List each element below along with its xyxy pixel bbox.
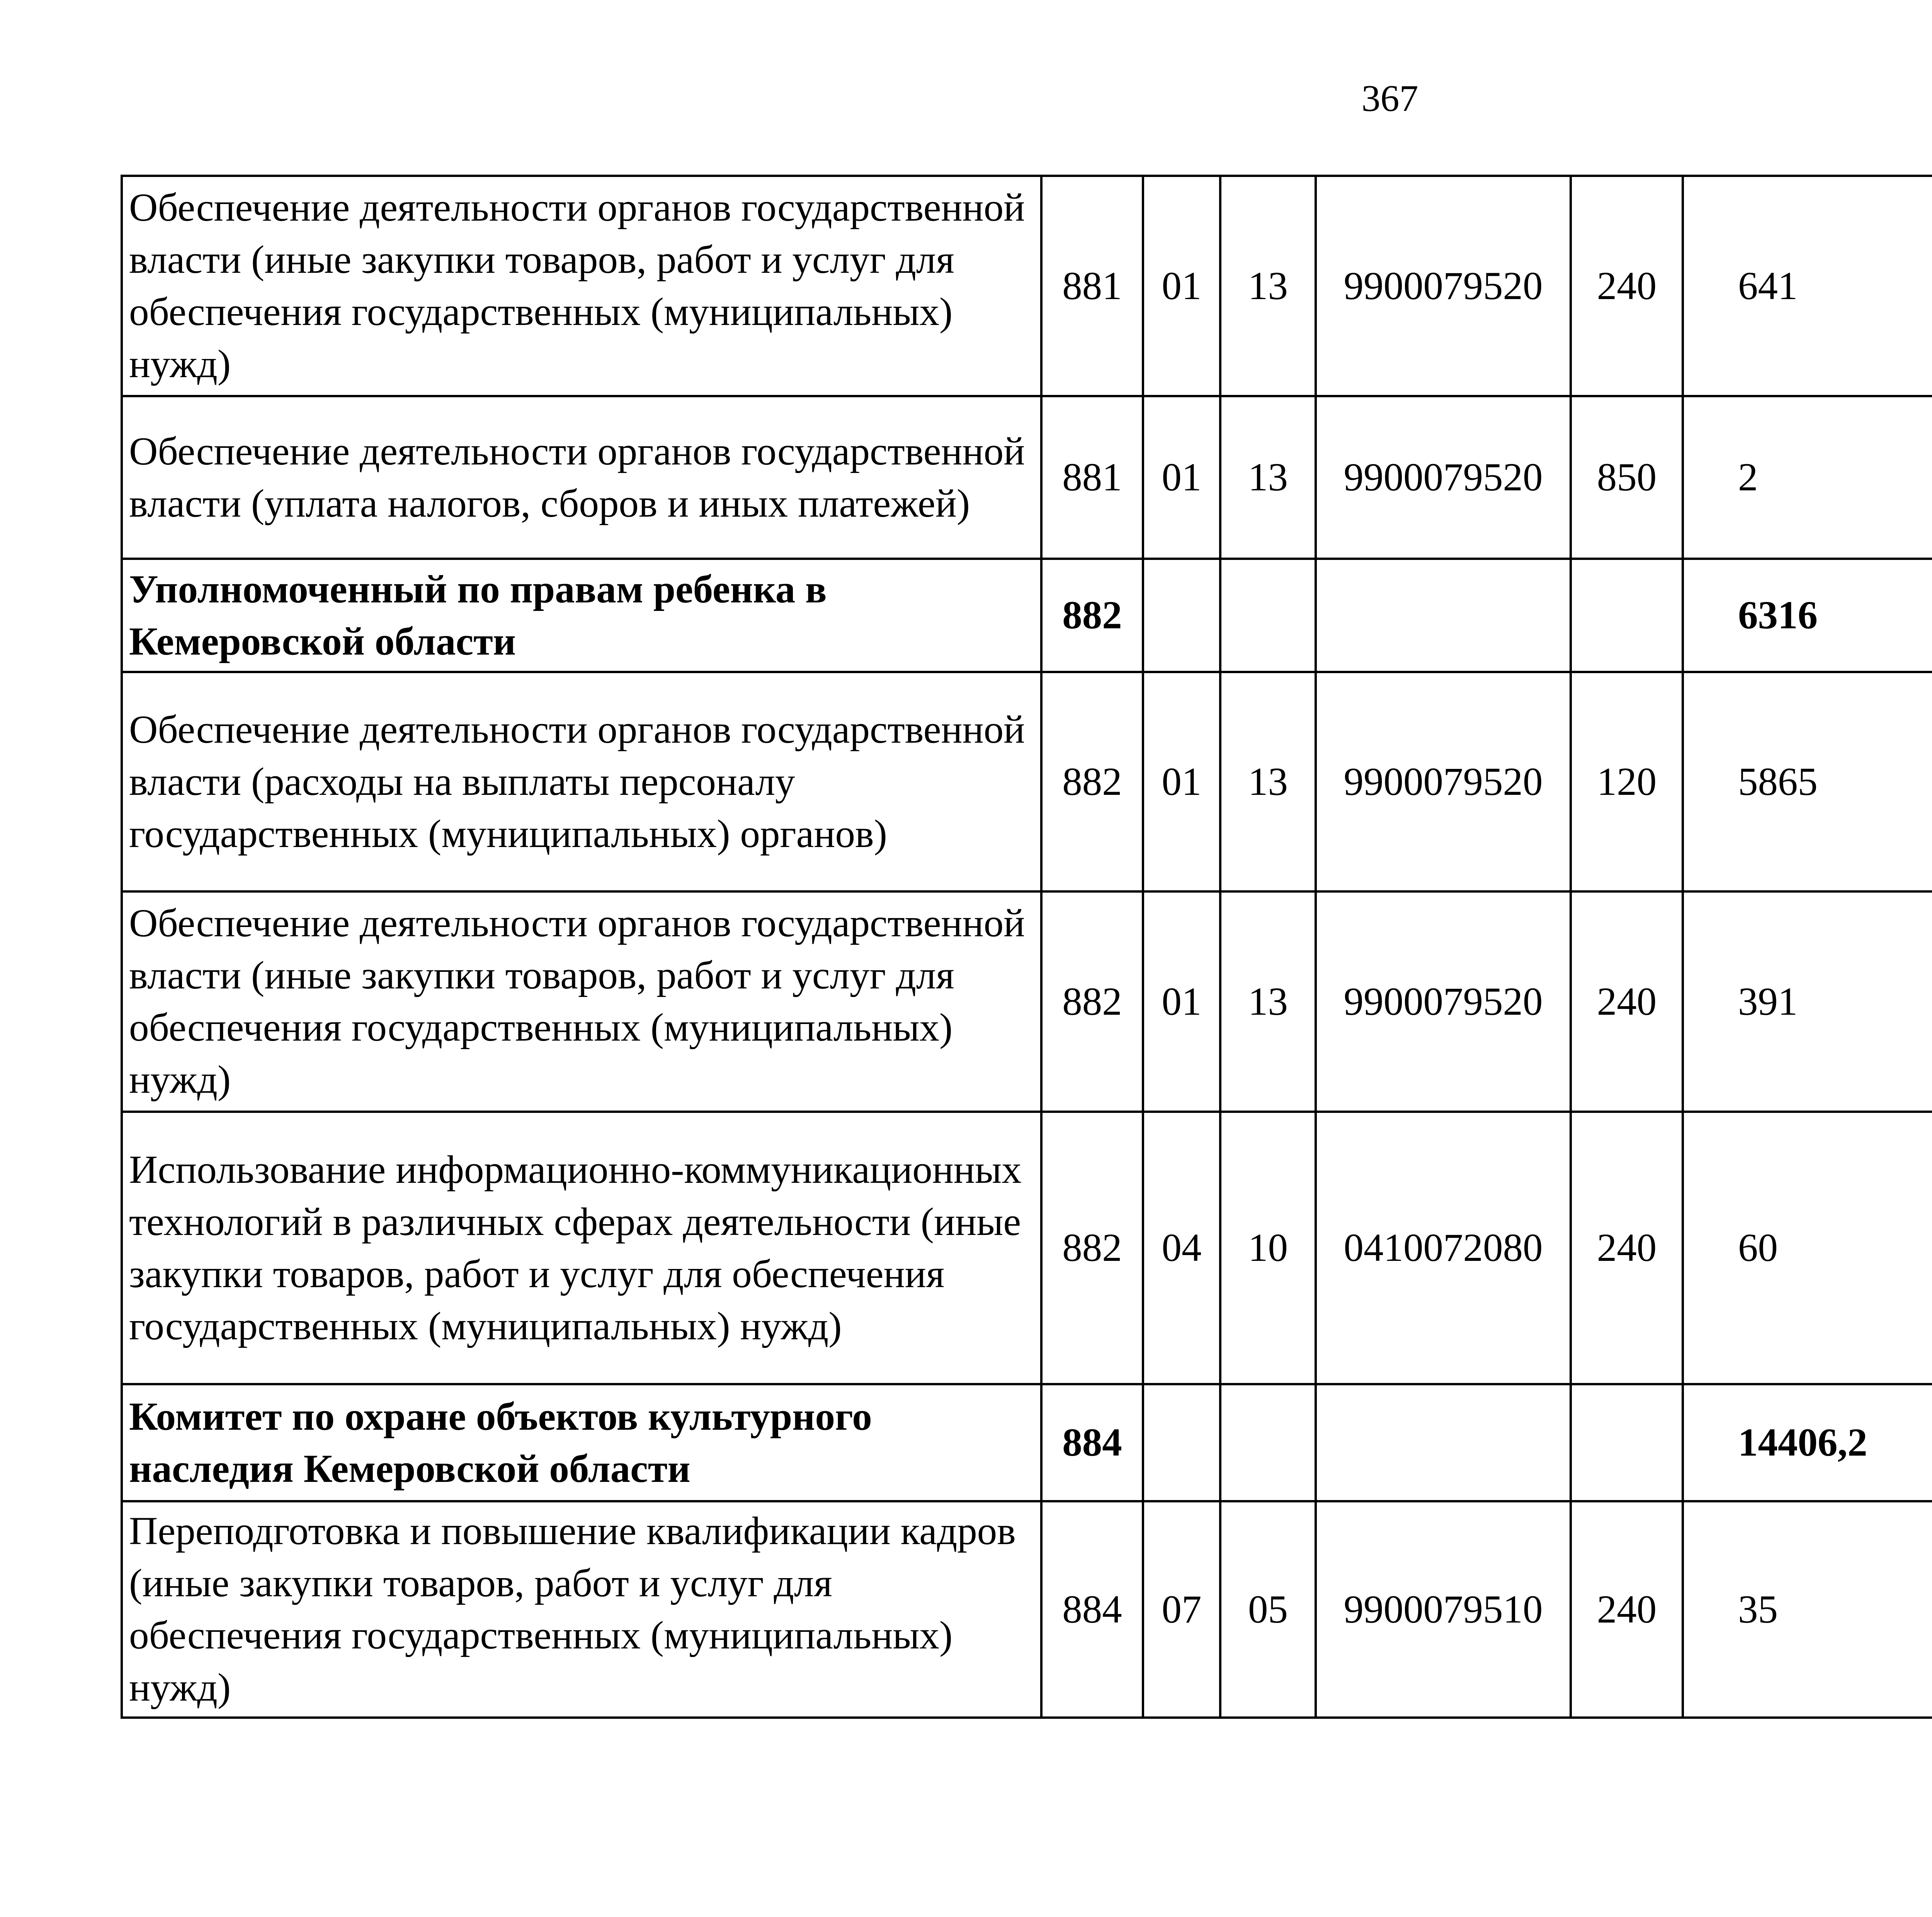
ved-code-cell: 882 <box>1041 891 1143 1112</box>
amount-year1-cell: 5865 <box>1683 672 1932 891</box>
ved-code-cell: 884 <box>1041 1501 1143 1718</box>
expense-type-cell: 240 <box>1571 1501 1683 1718</box>
expense-type-cell: 850 <box>1571 396 1683 559</box>
row-name-cell: Переподготовка и повышение квалификации кадров (иные закупки товаров, работ и услуг для обеспечения государственных (муниципальных) нужд) <box>122 1501 1041 1718</box>
expense-type-cell: 240 <box>1571 1112 1683 1384</box>
table-row <box>122 396 1932 559</box>
section-code-cell: 07 <box>1143 1501 1220 1718</box>
expense-type-cell <box>1571 559 1683 672</box>
page-number: 367 <box>1361 78 1418 119</box>
subsection-code-cell: 13 <box>1220 672 1316 891</box>
table-row <box>122 1384 1932 1501</box>
amount-year1-cell: 6316 <box>1683 559 1932 672</box>
table-row <box>122 559 1932 672</box>
amount-year1-cell: 391 <box>1683 891 1932 1112</box>
row-name-cell: Обеспечение деятельности органов государственной власти (иные закупки товаров, работ и услуг для обеспечения государственных (муниципальных) нужд) <box>122 891 1041 1112</box>
target-article-cell: 0410072080 <box>1316 1112 1571 1384</box>
target-article-cell: 9900079520 <box>1316 176 1571 396</box>
amount-year1-cell: 641 <box>1683 176 1932 396</box>
section-code-cell: 04 <box>1143 1112 1220 1384</box>
row-name-cell: Использование информационно-коммуникационных технологий в различных сферах деятельности (иные закупки товаров, работ и услуг для обеспечения государственных (муниципальных) нужд) <box>122 1112 1041 1384</box>
target-article-cell: 9900079520 <box>1316 396 1571 559</box>
target-article-cell: 9900079510 <box>1316 1501 1571 1718</box>
target-article-cell <box>1316 1384 1571 1501</box>
target-article-cell: 9900079520 <box>1316 891 1571 1112</box>
ved-code-cell: 884 <box>1041 1384 1143 1501</box>
ved-code-cell: 882 <box>1041 672 1143 891</box>
table-row <box>122 891 1932 1112</box>
ved-code-cell: 881 <box>1041 176 1143 396</box>
section-code-cell <box>1143 1384 1220 1501</box>
section-code-cell <box>1143 559 1220 672</box>
table-row <box>122 1112 1932 1384</box>
row-name-cell: Обеспечение деятельности органов государственной власти (расходы на выплаты персоналу государственных (муниципальных) органов) <box>122 672 1041 891</box>
section-code-cell: 01 <box>1143 176 1220 396</box>
subsection-code-cell <box>1220 559 1316 672</box>
amount-year1-cell: 60 <box>1683 1112 1932 1384</box>
row-name-cell: Обеспечение деятельности органов государственной власти (уплата налогов, сборов и иных платежей) <box>122 396 1041 559</box>
row-name-cell: Комитет по охране объектов культурного наследия Кемеровской области <box>122 1384 1041 1501</box>
subsection-code-cell: 10 <box>1220 1112 1316 1384</box>
section-code-cell: 01 <box>1143 396 1220 559</box>
table-row <box>122 672 1932 891</box>
row-name-cell: Уполномоченный по правам ребенка в Кемеровской области <box>122 559 1041 672</box>
amount-year1-cell: 14406,2 <box>1683 1384 1932 1501</box>
subsection-code-cell: 13 <box>1220 176 1316 396</box>
expense-type-cell <box>1571 1384 1683 1501</box>
table-row <box>122 1501 1932 1718</box>
subsection-code-cell: 13 <box>1220 891 1316 1112</box>
amount-year1-cell: 2 <box>1683 396 1932 559</box>
expense-type-cell: 240 <box>1571 176 1683 396</box>
subsection-code-cell: 13 <box>1220 396 1316 559</box>
budget-table <box>121 175 1932 1719</box>
expense-type-cell: 240 <box>1571 891 1683 1112</box>
subsection-code-cell: 05 <box>1220 1501 1316 1718</box>
ved-code-cell: 882 <box>1041 1112 1143 1384</box>
amount-year1-cell: 35 <box>1683 1501 1932 1718</box>
table-row <box>122 176 1932 396</box>
target-article-cell: 9900079520 <box>1316 672 1571 891</box>
target-article-cell <box>1316 559 1571 672</box>
expense-type-cell: 120 <box>1571 672 1683 891</box>
section-code-cell: 01 <box>1143 891 1220 1112</box>
row-name-cell: Обеспечение деятельности органов государственной власти (иные закупки товаров, работ и услуг для обеспечения государственных (муниципальных) нужд) <box>122 176 1041 396</box>
subsection-code-cell <box>1220 1384 1316 1501</box>
ved-code-cell: 882 <box>1041 559 1143 672</box>
section-code-cell: 01 <box>1143 672 1220 891</box>
ved-code-cell: 881 <box>1041 396 1143 559</box>
